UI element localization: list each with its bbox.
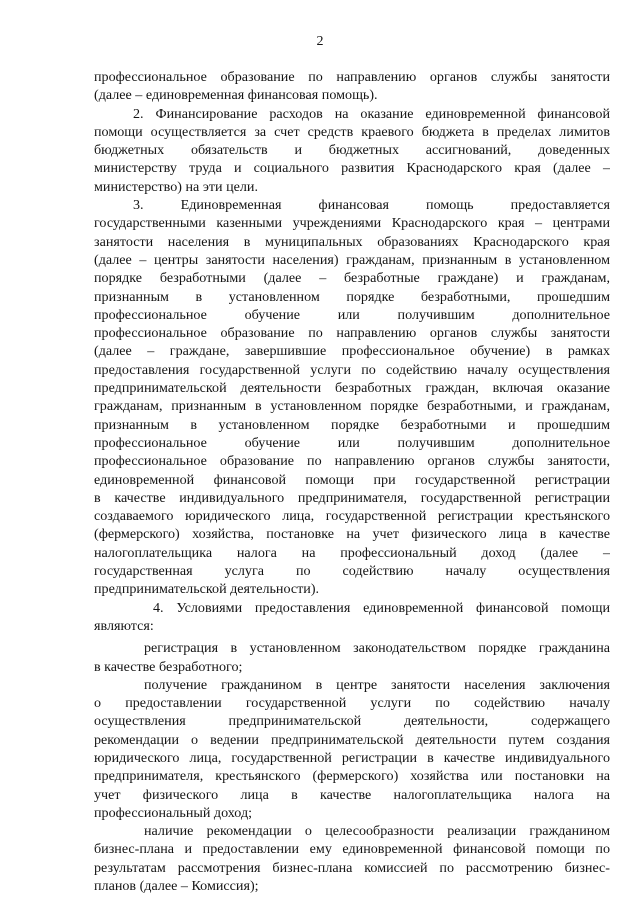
text-line: (далее – центры занятости населения) гражданам, признанным в установленном: [94, 251, 610, 268]
text-line: занятости населения в муниципальных образованиях Краснодарского края: [94, 233, 610, 250]
text-line: помощи осуществляется за счет средств краевого бюджета в пределах лимитов: [94, 123, 610, 140]
text-line: регистрация в установленном законодательством порядке гражданина: [144, 640, 610, 657]
text-line: государственная услуга по содействию началу осуществления: [94, 563, 610, 580]
text-line: о предоставлении государственной услуги по содействию началу: [94, 695, 610, 712]
text-line: признанным в установленном порядке безработными и прошедшим: [94, 416, 610, 433]
text-line: профессиональное образование по направлению органов службы занятости: [94, 325, 610, 342]
text-line: (далее – единовременная финансовая помощь).: [94, 87, 378, 104]
text-line: профессиональное образование по направлению органов службы занятости,: [94, 453, 610, 470]
text-line: бюджетных обязательств и бюджетных ассигнований, доведенных: [94, 142, 610, 159]
paragraph: [94, 676, 610, 822]
paragraph: [94, 639, 610, 676]
text-line: (далее – граждане, завершившие профессиональное обучение) в рамках: [94, 343, 610, 360]
text-line: единовременной финансовой помощи при государственной регистрации: [94, 471, 610, 488]
text-line: государственными казенными учреждениями Краснодарского края – центрами: [94, 215, 610, 232]
text-line: предпринимательской деятельности безработных граждан, включая оказание: [94, 380, 610, 397]
text-line: создаваемого юридического лица, государственной регистрации крестьянского: [94, 508, 610, 525]
text-line: наличие рекомендации о целесообразности реализации гражданином: [144, 823, 610, 840]
paragraph: [94, 196, 610, 599]
text-line: (фермерского) хозяйства, постановке на учет физического лица в качестве: [94, 526, 610, 543]
text-line: гражданам, признанным в установленном порядке безработными, и гражданам,: [94, 398, 610, 415]
text-line: признанным в установленном порядке безработными, прошедшим: [94, 288, 610, 305]
text-line: предоставления государственной услуги по содействию началу осуществления: [94, 361, 610, 378]
text-line: профессиональный доход;: [94, 804, 253, 821]
text-line: являются:: [94, 617, 154, 634]
text-line: профессиональное обучение или получившим дополнительное: [94, 306, 610, 323]
text-line: предпринимательской деятельности).: [94, 581, 320, 598]
text-line: 3. Единовременная финансовая помощь предоставляется: [133, 197, 610, 214]
text-line: получение гражданином в центре занятости населения заключения: [144, 676, 610, 693]
paragraph: [94, 105, 610, 196]
text-line: бизнес-плана и предоставлении ему единовременной финансовой помощи по: [94, 841, 610, 858]
text-line: налогоплательщика налога на профессиональный доход (далее –: [94, 544, 610, 561]
document-body: [94, 68, 610, 895]
text-line: результатам рассмотрения бизнес-плана комиссией по рассмотрению бизнес-: [94, 859, 610, 876]
text-line: 2. Финансирование расходов на оказание единовременной финансовой: [133, 105, 610, 122]
text-line: министерству труда и социального развития Краснодарского края (далее –: [94, 160, 610, 177]
text-line: планов (далее – Комиссия);: [94, 878, 259, 895]
text-line: в качестве безработного;: [94, 658, 243, 675]
text-line: профессиональное обучение или получившим дополнительное: [94, 434, 610, 451]
text-line: порядке безработными (далее – безработные граждане) и гражданам,: [94, 270, 610, 287]
text-line: учет физического лица в качестве налогоплательщика налога на: [94, 786, 610, 803]
text-line: рекомендации о ведении предпринимательской деятельности путем создания: [94, 731, 610, 748]
text-line: в качестве индивидуального предпринимателя, государственной регистрации: [94, 489, 610, 506]
text-line: предпринимателя, крестьянского (фермерского) хозяйства или постановки на: [94, 768, 610, 785]
text-line: профессиональное образование по направлению органов службы занятости: [94, 69, 610, 85]
paragraph: [94, 68, 610, 105]
text-line: министерство) на эти цели.: [94, 178, 258, 195]
page-number: 2: [316, 34, 324, 49]
text-line: 4. Условиями предоставления единовременной финансовой помощи: [153, 599, 610, 616]
text-line: осуществления предпринимательской деятельности, содержащего: [94, 713, 610, 730]
paragraph: [94, 822, 610, 895]
text-line: юридического лица, государственной регистрации в качестве индивидуального: [94, 749, 610, 766]
paragraph: [94, 599, 610, 636]
